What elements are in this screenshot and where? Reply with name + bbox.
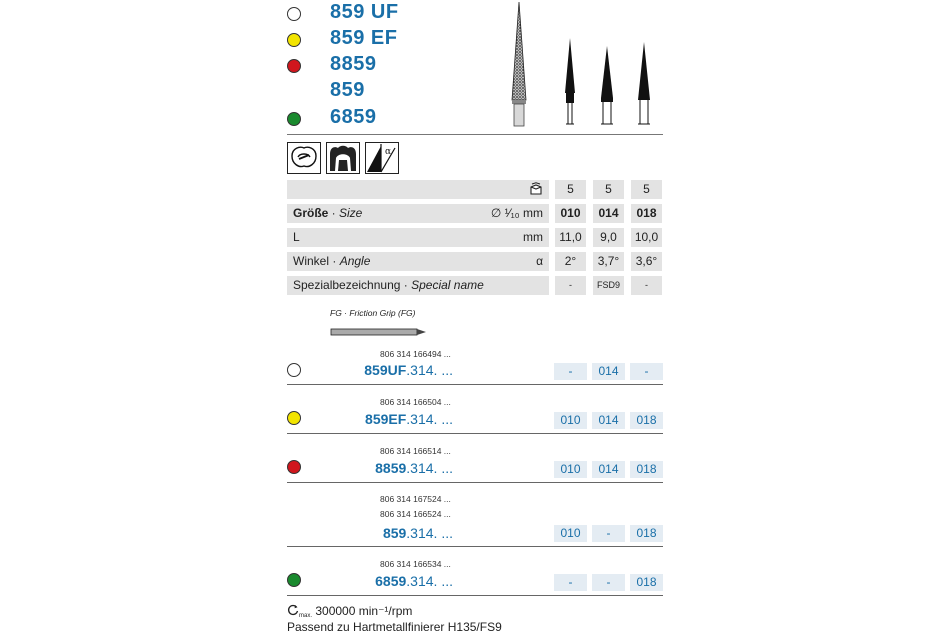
order-divider (287, 433, 663, 434)
size-row: Größe · Size ∅ ¹⁄₁₀ mm (287, 204, 549, 223)
special-name-value: FSD9 (593, 276, 624, 295)
rpm-max-label: max. (299, 613, 313, 619)
pack-row (287, 180, 549, 199)
order-size-cell: 010 (554, 525, 587, 542)
variant-name: 859 UF (330, 1, 399, 23)
angle-label: Winkel (293, 254, 330, 268)
bur-outline-014 (597, 46, 617, 128)
variant-name: 859 (330, 79, 365, 101)
pack-value: 5 (593, 180, 624, 199)
special-name-label: Spezialbezeichnung (293, 278, 401, 292)
order-divider (287, 482, 663, 483)
bur-outline-018 (634, 42, 654, 128)
variant-name: 8859 (330, 53, 377, 75)
order-color-circle (287, 460, 301, 474)
order-divider (287, 595, 663, 596)
order-size-cell: 018 (630, 525, 663, 542)
tooth-prep-icon (326, 142, 360, 174)
pack-value: 5 (555, 180, 586, 199)
length-row (287, 228, 549, 247)
order-color-circle (287, 363, 301, 377)
order-size-cell: 014 (592, 461, 625, 478)
angle-unit: α (536, 254, 543, 268)
order-size-cell: - (592, 525, 625, 542)
pack-value: 5 (631, 180, 662, 199)
shank-label: FG · Friction Grip (FG) (330, 308, 416, 318)
size-value: 014 (593, 204, 624, 223)
order-size-cell: - (630, 363, 663, 380)
order-code: 806 314 166514 ... (380, 446, 451, 456)
order-divider (287, 546, 663, 547)
size-unit: ∅ ¹⁄₁₀ mm (490, 206, 543, 220)
special-name-row: Spezialbezeichnung · Special name (287, 276, 549, 295)
variant-color-circle (287, 112, 301, 126)
variant-color-circle (287, 33, 301, 47)
length-value: 10,0 (631, 228, 662, 247)
length-label: L (293, 230, 300, 244)
order-product-name: 8859.314. ... (375, 460, 453, 476)
rpm-value: 300000 min⁻¹/rpm (315, 604, 413, 618)
order-size-cell: 010 (554, 412, 587, 429)
order-code: 806 314 166494 ... (380, 349, 451, 359)
variant-name: 859 EF (330, 27, 398, 49)
order-code: 806 314 167524 ... (380, 494, 451, 504)
angle-alpha-icon (365, 142, 399, 174)
size-value: 018 (631, 204, 662, 223)
order-product-name: 6859.314. ... (375, 573, 453, 589)
size-label: Größe (293, 206, 329, 220)
angle-label-en: Angle (339, 254, 371, 268)
order-product-name: 859EF.314. ... (365, 411, 453, 427)
size-label-en: Size (339, 206, 363, 220)
order-size-cell: - (554, 363, 587, 380)
variant-color-circle (287, 59, 301, 73)
order-color-circle (287, 411, 301, 425)
size-value: 010 (555, 204, 586, 223)
rpm-line (287, 604, 412, 619)
length-value: 9,0 (593, 228, 624, 247)
package-icon (529, 182, 543, 196)
compatibility-note: Passend zu Hartmetallfinierer H135/FS9 (287, 620, 502, 634)
special-name-label-en: Special name (411, 278, 484, 292)
bur-outline-010 (560, 38, 580, 128)
rotation-icon (287, 604, 299, 616)
order-size-cell: 014 (592, 412, 625, 429)
angle-row: Winkel · Angle α (287, 252, 549, 271)
order-code: 806 314 166504 ... (380, 397, 451, 407)
length-value: 11,0 (555, 228, 586, 247)
header-divider (287, 134, 663, 135)
special-name-value: - (555, 276, 586, 295)
order-product-name: 859UF.314. ... (364, 362, 453, 378)
order-size-cell: 010 (554, 461, 587, 478)
order-size-cell: - (554, 574, 587, 591)
angle-value: 3,7° (593, 252, 624, 271)
order-color-circle (287, 573, 301, 587)
shank-illustration (330, 325, 430, 339)
variant-name: 6859 (330, 106, 377, 128)
angle-value: 3,6° (631, 252, 662, 271)
order-size-cell: - (592, 574, 625, 591)
bur-detail-illustration (495, 0, 545, 130)
order-size-cell: 018 (630, 461, 663, 478)
angle-value: 2° (555, 252, 586, 271)
order-size-cell: 018 (630, 574, 663, 591)
order-product-name: 859.314. ... (382, 525, 453, 541)
order-code: 806 314 166524 ... (380, 509, 451, 519)
crown-prep-icon (287, 142, 321, 174)
order-size-cell: 018 (630, 412, 663, 429)
order-code: 806 314 166534 ... (380, 559, 451, 569)
svg-text:α: α (385, 147, 392, 157)
order-size-cell: 014 (592, 363, 625, 380)
variant-color-circle (287, 7, 301, 21)
order-divider (287, 384, 663, 385)
special-name-value: - (631, 276, 662, 295)
length-unit: mm (523, 230, 543, 244)
